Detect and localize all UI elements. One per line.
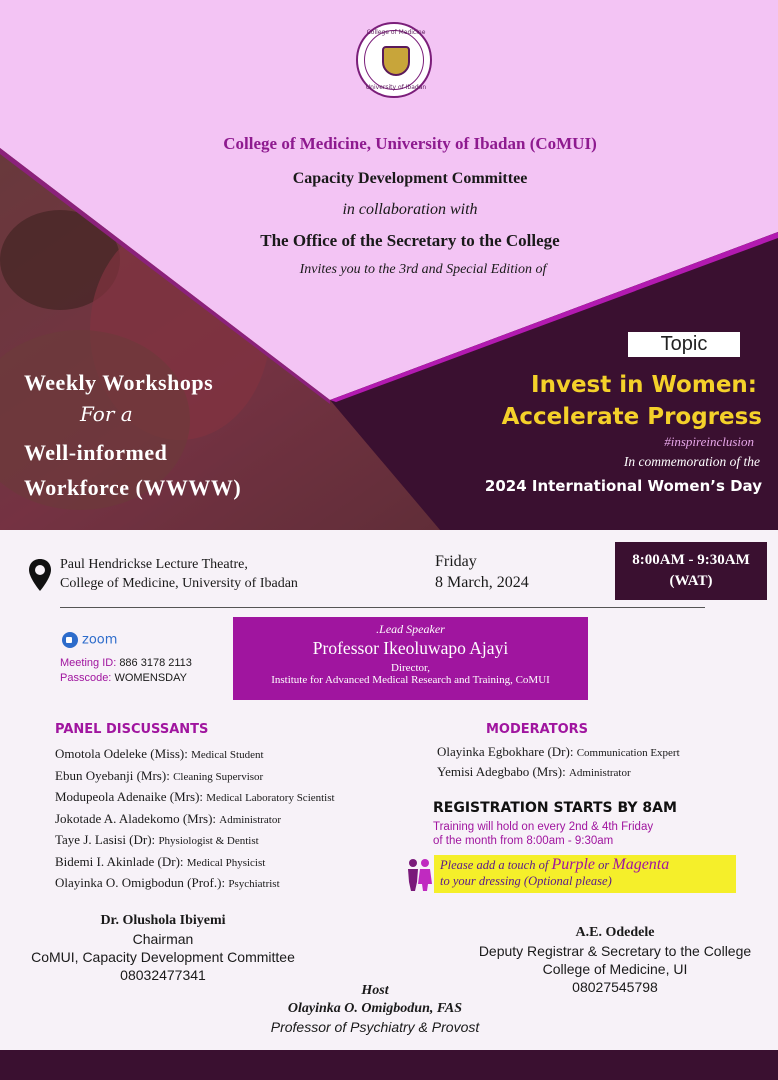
host-name: Olayinka O. Omigbodun, FAS: [287, 1001, 463, 1016]
list-item: Olayinka O. Omigbodun (Prof.): Psychiatrist: [55, 875, 280, 890]
secretary-phone: 08027545798: [572, 979, 658, 995]
list-item: Yemisi Adegbabo (Mrs): Administrator: [437, 764, 631, 779]
dress-magenta: Magenta: [612, 856, 670, 873]
list-item: Olayinka Egbokhare (Dr): Communication Expert: [437, 744, 680, 759]
list-item: Jokotade A. Aladekomo (Mrs): Administrator: [55, 810, 282, 826]
host-title: Professor of Psychiatry & Provost: [270, 1019, 480, 1035]
dress-pre: Please add a touch of: [440, 858, 552, 872]
location-pin-icon: [28, 558, 52, 592]
commemoration-text: In commemoration of the: [623, 454, 760, 469]
venue-line1: Paul Hendrickse Lecture Theatre,: [60, 557, 248, 572]
time-box: [615, 542, 767, 600]
topic-title-line2: Accelerate Progress: [501, 404, 762, 430]
people-icon: [404, 858, 434, 892]
footer-bar: [0, 1050, 778, 1080]
speaker-label: .Lead Speaker: [376, 622, 445, 636]
zoom-icon: [62, 632, 78, 648]
list-item: Ebun Oyebanji (Mrs): Cleaning Supervisor: [55, 767, 264, 783]
hashtag: #inspireinclusion: [664, 434, 754, 449]
speaker-role: Director,: [391, 662, 430, 674]
committee-title: Capacity Development Committee: [292, 170, 528, 187]
panel-title: PANEL DISCUSSANTS: [55, 722, 209, 737]
speaker-name: Professor Ikeoluwapo Ajayi: [312, 638, 509, 658]
college-title: College of Medicine, University of Ibadan (CoMUI): [223, 134, 597, 153]
zoom-logo: [62, 632, 117, 648]
logo-bottom-text: University of Ibadan: [365, 84, 427, 91]
passcode[interactable]: WOMENSDAY: [114, 672, 187, 684]
college-logo: [356, 22, 432, 98]
dress-purple: Purple: [551, 856, 595, 873]
workshop-line4: Workforce (WWWW): [24, 475, 242, 500]
collab-text: in collaboration with: [342, 201, 478, 218]
dress-line2: to your dressing (Optional please): [440, 874, 612, 888]
list-item: Omotola Odeleke (Miss): Medical Student: [55, 746, 264, 761]
chairman-title: Chairman: [132, 931, 194, 947]
dress-code-banner: [434, 855, 736, 893]
office-title: The Office of the Secretary to the College: [260, 231, 560, 250]
list-item: Modupeola Adenaike (Mrs): Medical Laboratory Scientist: [55, 789, 335, 804]
secretary-org: College of Medicine, UI: [542, 961, 688, 977]
meeting-id[interactable]: 886 3178 2113: [119, 657, 192, 669]
venue-line2: College of Medicine, University of Ibadan: [60, 576, 298, 591]
host-label: Host: [361, 983, 389, 998]
chairman-block: [0, 912, 326, 984]
workshop-line2: For a: [80, 402, 133, 426]
passcode-label: Passcode:: [60, 672, 112, 684]
speaker-institute: Institute for Advanced Medical Research and Training, CoMUI: [271, 674, 550, 686]
logo-top-text: College of Medicine: [366, 29, 426, 36]
zoom-brand: zoom: [82, 632, 118, 648]
secretary-title: Deputy Registrar & Secretary to the College: [478, 943, 752, 959]
dress-or: or: [595, 858, 613, 872]
lead-speaker-box: [233, 617, 588, 700]
time-range: 8:00AM - 9:30AM: [632, 552, 750, 568]
training-line1: Training will hold on every 2nd & 4th Friday: [433, 821, 654, 833]
panel-list: [55, 744, 335, 895]
chairman-name: Dr. Olushola Ibiyemi: [100, 913, 226, 928]
moderators-list: [437, 741, 680, 784]
invite-text: Invites you to the 3rd and Special Edition of: [299, 262, 547, 277]
event-title: 2024 International Women’s Day: [484, 477, 762, 495]
meeting-id-label: Meeting ID:: [60, 657, 117, 669]
crest-icon: [382, 46, 410, 76]
host-block: [200, 982, 550, 1036]
list-item: Bidemi I. Akinlade (Dr): Medical Physicist: [55, 853, 266, 869]
workshop-line3: Well-informed: [24, 440, 168, 465]
event-day: Friday: [435, 553, 477, 570]
list-item: Taye J. Lasisi (Dr): Physiologist & Dentist: [55, 832, 259, 847]
event-date: 8 March, 2024: [435, 574, 529, 591]
workshop-line1: Weekly Workshops: [24, 370, 214, 395]
chairman-phone: 08032477341: [120, 967, 206, 983]
topic-label: Topic: [628, 332, 740, 357]
topic-title-line1: Invest in Women:: [531, 372, 757, 398]
chairman-org: CoMUI, Capacity Development Committee: [31, 949, 295, 965]
moderators-title: MODERATORS: [486, 722, 589, 737]
zoom-details: [60, 656, 192, 686]
divider: [60, 607, 705, 608]
training-schedule: [433, 820, 653, 848]
registration-title: REGISTRATION STARTS BY 8AM: [433, 800, 677, 816]
time-zone: (WAT): [669, 573, 713, 589]
secretary-name: A.E. Odedele: [575, 925, 655, 940]
training-line2: of the month from 8:00am - 9:30am: [433, 835, 614, 847]
